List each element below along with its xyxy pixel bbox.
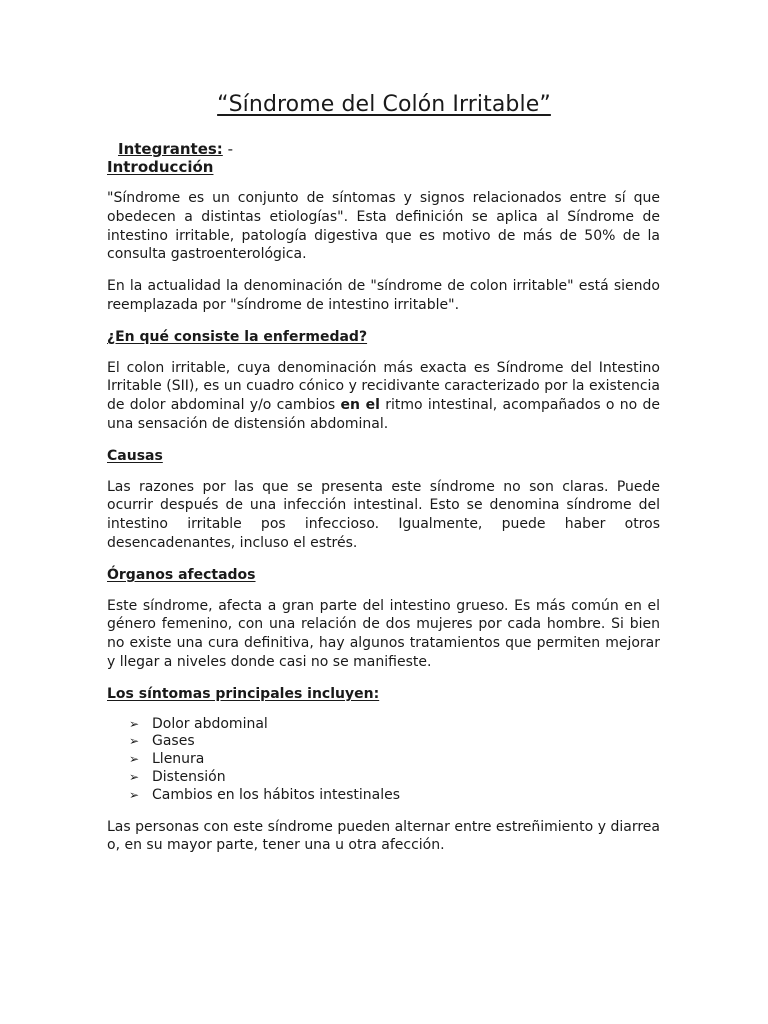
- enfermedad-heading: ¿En qué consiste la enfermedad?: [107, 328, 368, 345]
- enfermedad-paragraph: [107, 359, 660, 434]
- sintomas-heading: Los síntomas principales incluyen:: [107, 685, 380, 702]
- enfermedad-text-after: ritmo intestinal, acompañados o no de una sensación de distensión abdominal.: [107, 397, 660, 432]
- arrow-bullet-icon: ➢: [129, 734, 140, 749]
- integrantes-line: [118, 140, 660, 158]
- document-title: “Síndrome del Colón Irritable”: [217, 92, 551, 117]
- arrow-bullet-icon: ➢: [129, 787, 140, 802]
- list-item: [129, 787, 660, 805]
- list-item: [129, 716, 660, 734]
- list-item-label: Distensión: [152, 768, 226, 785]
- integrantes-value: -: [222, 140, 233, 158]
- sintomas-list: [107, 716, 660, 805]
- enfermedad-text-bold: en el: [340, 397, 380, 414]
- document-body: [107, 140, 660, 868]
- list-item-label: Dolor abdominal: [152, 715, 268, 732]
- list-item-label: Llenura: [152, 751, 205, 768]
- list-item: [129, 751, 660, 769]
- integrantes-label: Integrantes:: [118, 140, 223, 158]
- list-item: [129, 769, 660, 787]
- introduccion-paragraph-1: "Síndrome es un conjunto de síntomas y signos relacionados entre sí que obedecen a distintas etiologías". Esta definición se aplica al Síndrome de intestino irritable, patología digestiva que es motivo de más de 50% de la consulta gastroenterológica.: [107, 190, 660, 263]
- arrow-bullet-icon: ➢: [129, 716, 140, 731]
- sintomas-closing-paragraph: Las personas con este síndrome pueden alternar entre estreñimiento y diarrea o, en su mayor parte, tener una u otra afección.: [107, 818, 660, 854]
- arrow-bullet-icon: ➢: [129, 752, 140, 767]
- organos-heading: Órganos afectados: [107, 566, 256, 583]
- list-item-label: Gases: [152, 733, 195, 750]
- introduccion-paragraph-2: En la actualidad la denominación de "síndrome de colon irritable" está siendo reemplazada por "síndrome de intestino irritable".: [107, 278, 660, 313]
- causas-heading: Causas: [107, 447, 163, 464]
- organos-paragraph: Este síndrome, afecta a gran parte del intestino grueso. Es más común en el género femenino, con una relación de dos mujeres por cada hombre. Si bien no existe una cura definitiva, hay algunos tratamientos que permiten mejorar y llegar a niveles donde casi no se manifieste.: [107, 597, 660, 670]
- list-item-label: Cambios en los hábitos intestinales: [152, 786, 401, 803]
- arrow-bullet-icon: ➢: [129, 769, 140, 784]
- list-item: [129, 733, 660, 751]
- causas-paragraph: Las razones por las que se presenta este síndrome no son claras. Puede ocurrir después de una infección intestinal. Esto se denomina síndrome del intestino irritable pos infeccioso. Igualmente, puede haber otros desencadenantes, incluso el estrés.: [107, 478, 660, 551]
- enfermedad-text-before: El colon irritable, cuya denominación más exacta es Síndrome del Intestino Irritable (SII), es un cuadro cónico y recidivante caracterizado por la existencia de dolor abdominal y/o cambios: [107, 359, 660, 414]
- introduccion-heading: Introducción: [107, 158, 214, 176]
